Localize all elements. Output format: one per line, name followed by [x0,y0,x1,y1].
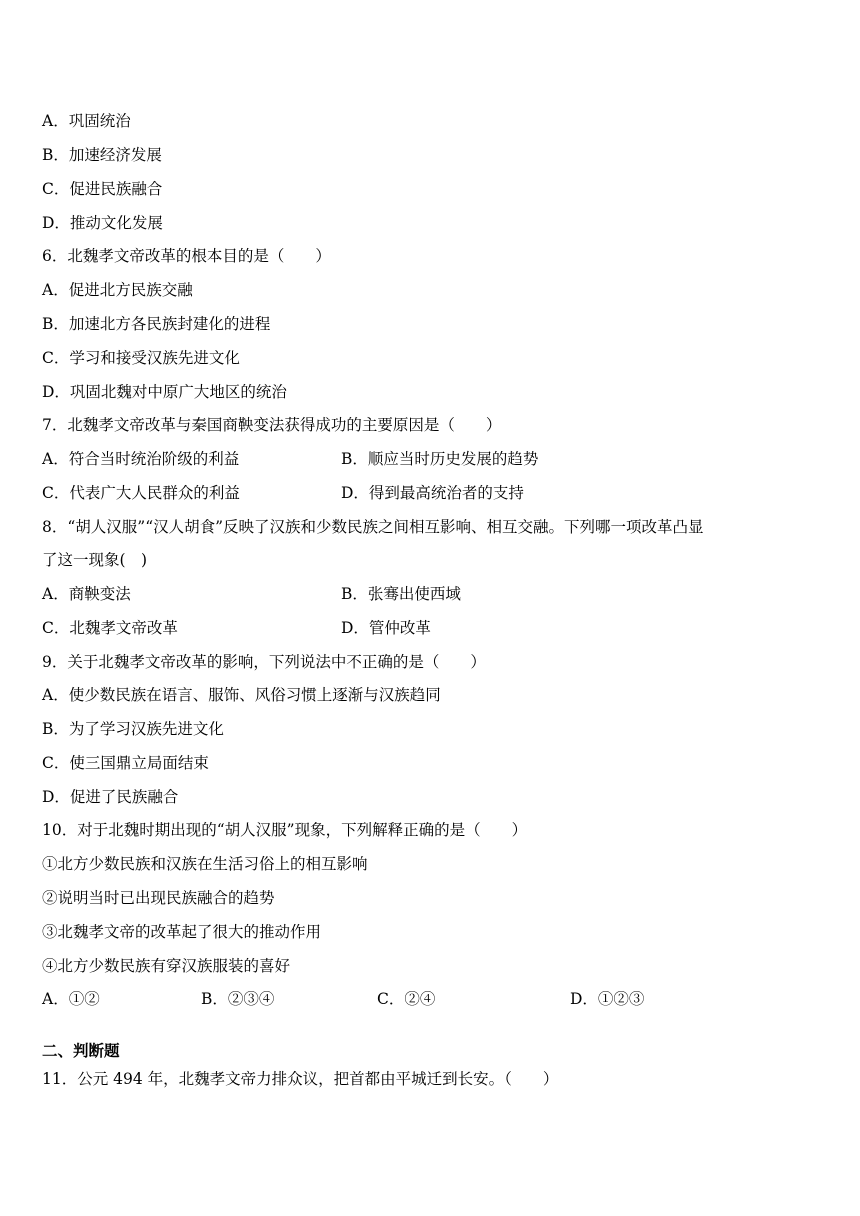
q6-option-b: B．加速北方各民族封建化的进程 [42,315,271,333]
q5-option-c: C．促进民族融合 [42,180,163,198]
q9-option-b: B．为了学习汉族先进文化 [42,720,224,738]
q9-option-c: C．使三国鼎立局面结束 [42,754,209,772]
q8-option-d: D．管仲改革 [341,619,431,637]
q6-option-c: C．学习和接受汉族先进文化 [42,349,240,367]
q9-option-a: A．使少数民族在语言、服饰、风俗习惯上逐渐与汉族趋同 [42,686,441,704]
q10-statement-2: ②说明当时已出现民族融合的趋势 [42,889,275,907]
q10-option-a: A．①② [42,990,100,1008]
q7-stem: 7．北魏孝文帝改革与秦国商鞅变法获得成功的主要原因是（ ） [42,416,502,434]
q7-option-a: A．符合当时统治阶级的利益 [42,450,240,468]
q7-option-d: D．得到最高统治者的支持 [341,484,524,502]
q11-stem: 11．公元 494 年，北魏孝文帝力排众议，把首都由平城迁到长安。（ ） [42,1070,559,1088]
q10-statement-3: ③北魏孝文帝的改革起了很大的推动作用 [42,923,322,941]
q10-option-d: D．①②③ [570,990,645,1008]
q6-option-d: D．巩固北魏对中原广大地区的统治 [42,383,287,401]
q8-stem-line1: 8．“胡人汉服”“汉人胡食”反映了汉族和少数民族之间相互影响、相互交融。下列哪一项改革凸显 [42,518,704,536]
q9-stem: 9．关于北魏孝文帝改革的影响，下列说法中不正确的是（ ） [42,653,486,671]
q5-option-a: A．巩固统治 [42,112,131,130]
q9-option-d: D．促进了民族融合 [42,788,179,806]
q6-option-a: A．促进北方民族交融 [42,281,193,299]
q10-stem: 10．对于北魏时期出现的“胡人汉服”现象，下列解释正确的是（ ） [42,821,528,839]
q6-stem: 6．北魏孝文帝改革的根本目的是（ ） [42,247,331,265]
q5-option-d: D．推动文化发展 [42,214,163,232]
section-heading: 二、判断题 [42,1041,120,1060]
q8-option-c: C．北魏孝文帝改革 [42,619,178,637]
q7-option-c: C．代表广大人民群众的利益 [42,484,240,502]
q10-option-b: B．②③④ [201,990,275,1008]
q10-option-c: C．②④ [377,990,436,1008]
q10-statement-1: ①北方少数民族和汉族在生活习俗上的相互影响 [42,855,368,873]
q8-option-a: A．商鞅变法 [42,585,131,603]
q5-option-b: B．加速经济发展 [42,146,162,164]
q8-stem-line2: 了这一现象( ) [42,551,148,569]
q7-option-b: B．顺应当时历史发展的趋势 [341,450,539,468]
q10-statement-4: ④北方少数民族有穿汉族服装的喜好 [42,957,291,975]
q8-option-b: B．张骞出使西域 [341,585,461,603]
